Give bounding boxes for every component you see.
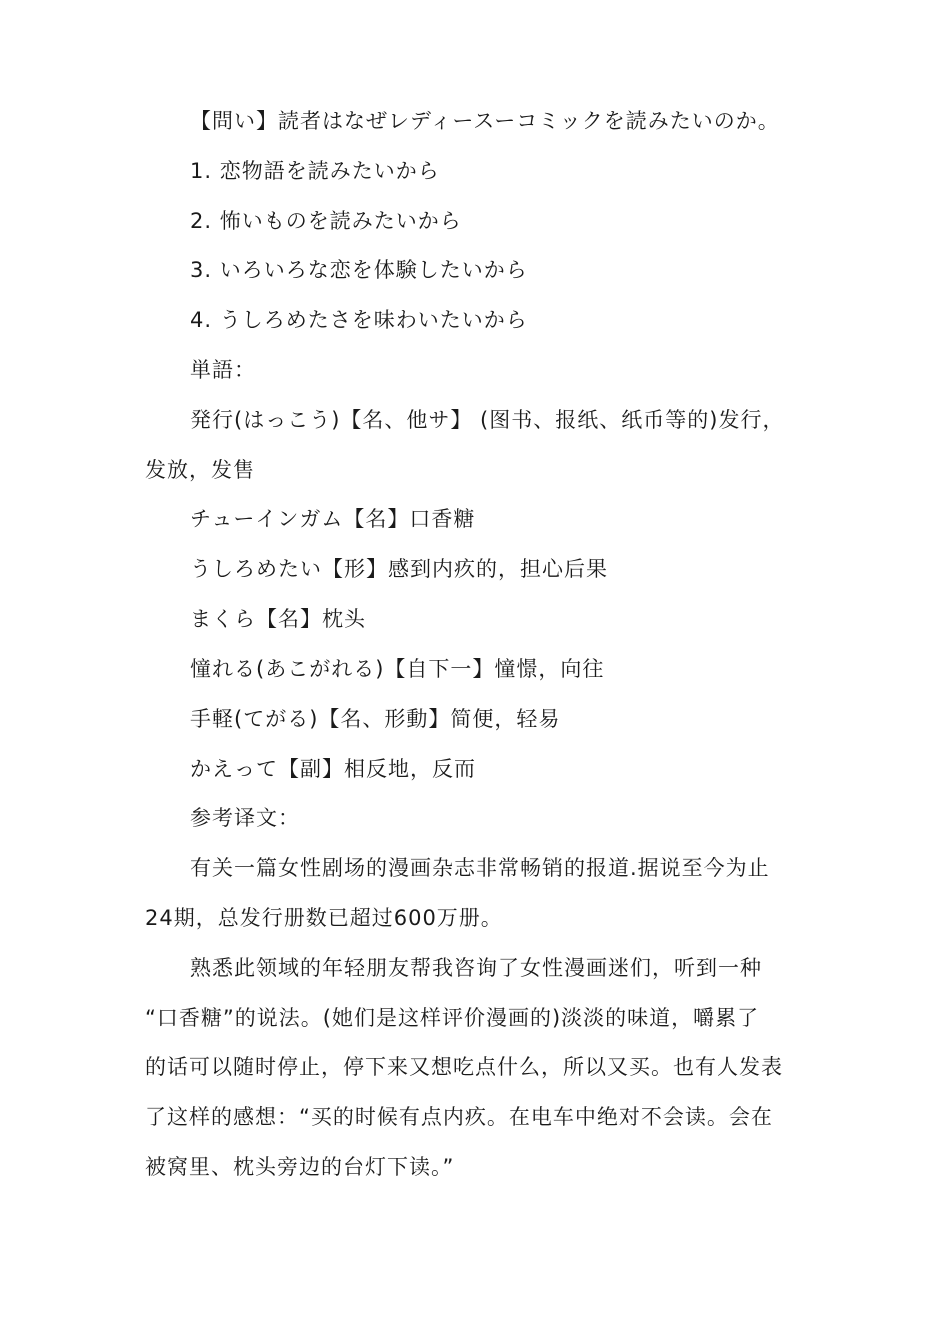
translation-p2-line5: 被窝里、枕头旁边的台灯下读。”	[145, 1155, 455, 1179]
translation-p2-line1: 熟悉此领域的年轻朋友帮我咨询了女性漫画迷们，听到一种	[190, 956, 762, 980]
vocab-item-akogareru: 憧れる(あこがれる)【自下一】憧憬，向往	[190, 657, 605, 681]
option-1: 1. 恋物語を読みたいから	[190, 159, 440, 183]
vocab-item-ushirometai: うしろめたい【形】感到内疚的，担心后果	[190, 557, 608, 581]
option-3: 3. いろいろな恋を体験したいから	[190, 258, 528, 282]
question-text: 【問い】読者はなぜレディースーコミックを読みたいのか。	[190, 109, 780, 133]
translation-heading: 参考译文：	[190, 806, 300, 830]
vocab-item-tegaru: 手軽(てがる)【名、形動】简便，轻易	[190, 707, 561, 731]
translation-p2-line4: 了这样的感想：“买的时候有点内疚。在电车中绝对不会读。会在	[145, 1105, 773, 1129]
vocab-item-chewing-gum: チューインガム【名】口香糖	[190, 507, 476, 531]
vocab-item-hakkou: 発行(はっこう)【名、他サ】 (图书、报纸、纸币等的)发行，	[190, 408, 785, 432]
translation-p1-line2: 24期，总发行册数已超过600万册。	[145, 906, 503, 930]
translation-p2-line3: 的话可以随时停止，停下来又想吃点什么，所以又买。也有人发表	[145, 1055, 783, 1079]
option-4: 4. うしろめたさを味わいたいから	[190, 308, 528, 332]
option-2: 2. 怖いものを読みたいから	[190, 209, 462, 233]
vocab-item-kaette: かえって【副】相反地，反而	[190, 757, 476, 781]
translation-p1-line1: 有关一篇女性剧场的漫画杂志非常畅销的报道.据说至今为止	[190, 856, 770, 880]
vocab-heading: 単語：	[190, 358, 256, 382]
translation-p2-line2: “口香糖”的说法。(她们是这样评价漫画的)淡淡的味道，嚼累了	[145, 1006, 760, 1030]
vocab-item-hakkou-cont: 发放，发售	[145, 458, 255, 482]
vocab-item-makura: まくら【名】枕头	[190, 607, 366, 631]
